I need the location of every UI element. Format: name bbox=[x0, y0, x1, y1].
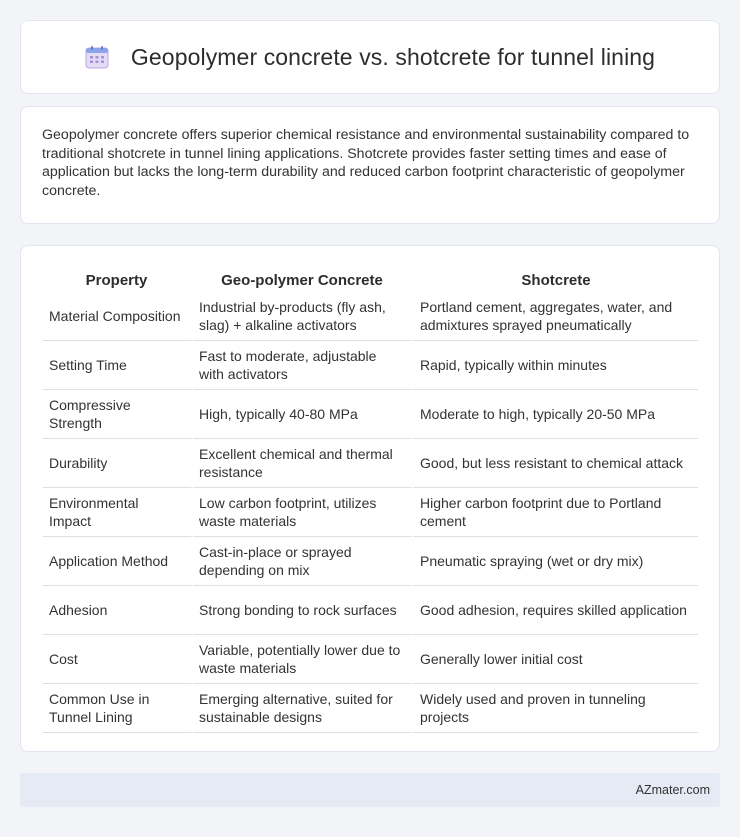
calendar-icon bbox=[85, 45, 109, 69]
row-property: Durability bbox=[43, 439, 193, 488]
comparison-table-card bbox=[20, 245, 720, 752]
row-shotcrete-value: Generally lower initial cost bbox=[414, 635, 698, 684]
row-geopolymer-value: Excellent chemical and thermal resistance bbox=[193, 439, 414, 488]
row-geopolymer-value: High, typically 40-80 MPa bbox=[193, 390, 414, 439]
table-header-row bbox=[43, 264, 698, 292]
row-geopolymer-value: Strong bonding to rock surfaces bbox=[193, 586, 414, 635]
row-geopolymer-value: Variable, potentially lower due to waste materials bbox=[193, 635, 414, 684]
row-geopolymer-value: Industrial by-products (fly ash, slag) + alkaline activators bbox=[193, 292, 414, 341]
row-property: Adhesion bbox=[43, 586, 193, 635]
row-property: Setting Time bbox=[43, 341, 193, 390]
row-shotcrete-value: Moderate to high, typically 20-50 MPa bbox=[414, 390, 698, 439]
row-geopolymer-value: Emerging alternative, suited for sustainable designs bbox=[193, 684, 414, 733]
row-geopolymer-value: Fast to moderate, adjustable with activators bbox=[193, 341, 414, 390]
table-row bbox=[43, 341, 698, 390]
row-property: Material Composition bbox=[43, 292, 193, 341]
row-property: Environmental Impact bbox=[43, 488, 193, 537]
table-row bbox=[43, 684, 698, 733]
table-row bbox=[43, 292, 698, 341]
table-row bbox=[43, 635, 698, 684]
footer bbox=[20, 773, 720, 807]
row-property: Common Use in Tunnel Lining bbox=[43, 684, 193, 733]
row-geopolymer-value: Cast-in-place or sprayed depending on mix bbox=[193, 537, 414, 586]
row-shotcrete-value: Portland cement, aggregates, water, and admixtures sprayed pneumatically bbox=[414, 292, 698, 341]
row-property: Application Method bbox=[43, 537, 193, 586]
row-property: Cost bbox=[43, 635, 193, 684]
page-title: Geopolymer concrete vs. shotcrete for tunnel lining bbox=[130, 43, 656, 70]
column-header-property: Property bbox=[43, 264, 193, 292]
table-row bbox=[43, 390, 698, 439]
row-shotcrete-value: Widely used and proven in tunneling projects bbox=[414, 684, 698, 733]
column-header-shotcrete: Shotcrete bbox=[521, 271, 591, 289]
row-shotcrete-value: Higher carbon footprint due to Portland cement bbox=[414, 488, 698, 537]
footer-site-link[interactable]: AZmater.com bbox=[635, 783, 710, 797]
row-shotcrete-value: Good, but less resistant to chemical attack bbox=[414, 439, 698, 488]
column-header-geopolymer: Geo-polymer Concrete bbox=[193, 264, 414, 292]
row-property: Compressive Strength bbox=[43, 390, 193, 439]
table-row bbox=[43, 537, 698, 586]
row-shotcrete-value: Good adhesion, requires skilled application bbox=[414, 586, 698, 635]
comparison-table bbox=[43, 264, 698, 733]
table-row bbox=[43, 488, 698, 537]
row-shotcrete-value: Pneumatic spraying (wet or dry mix) bbox=[414, 537, 698, 586]
row-shotcrete-value: Rapid, typically within minutes bbox=[414, 341, 698, 390]
summary-text: Geopolymer concrete offers superior chemical resistance and environmental sustainability compared to traditional shotcrete in tunnel lining applications. Shotcrete provides faster setting times and ease of application but lacks the long-term durability and reduced carbon footprint characteristic of geopolymer concrete. bbox=[42, 127, 690, 199]
table-row bbox=[43, 586, 698, 635]
row-geopolymer-value: Low carbon footprint, utilizes waste materials bbox=[193, 488, 414, 537]
summary-card bbox=[20, 106, 720, 224]
table-row bbox=[43, 439, 698, 488]
title-card bbox=[20, 20, 720, 94]
